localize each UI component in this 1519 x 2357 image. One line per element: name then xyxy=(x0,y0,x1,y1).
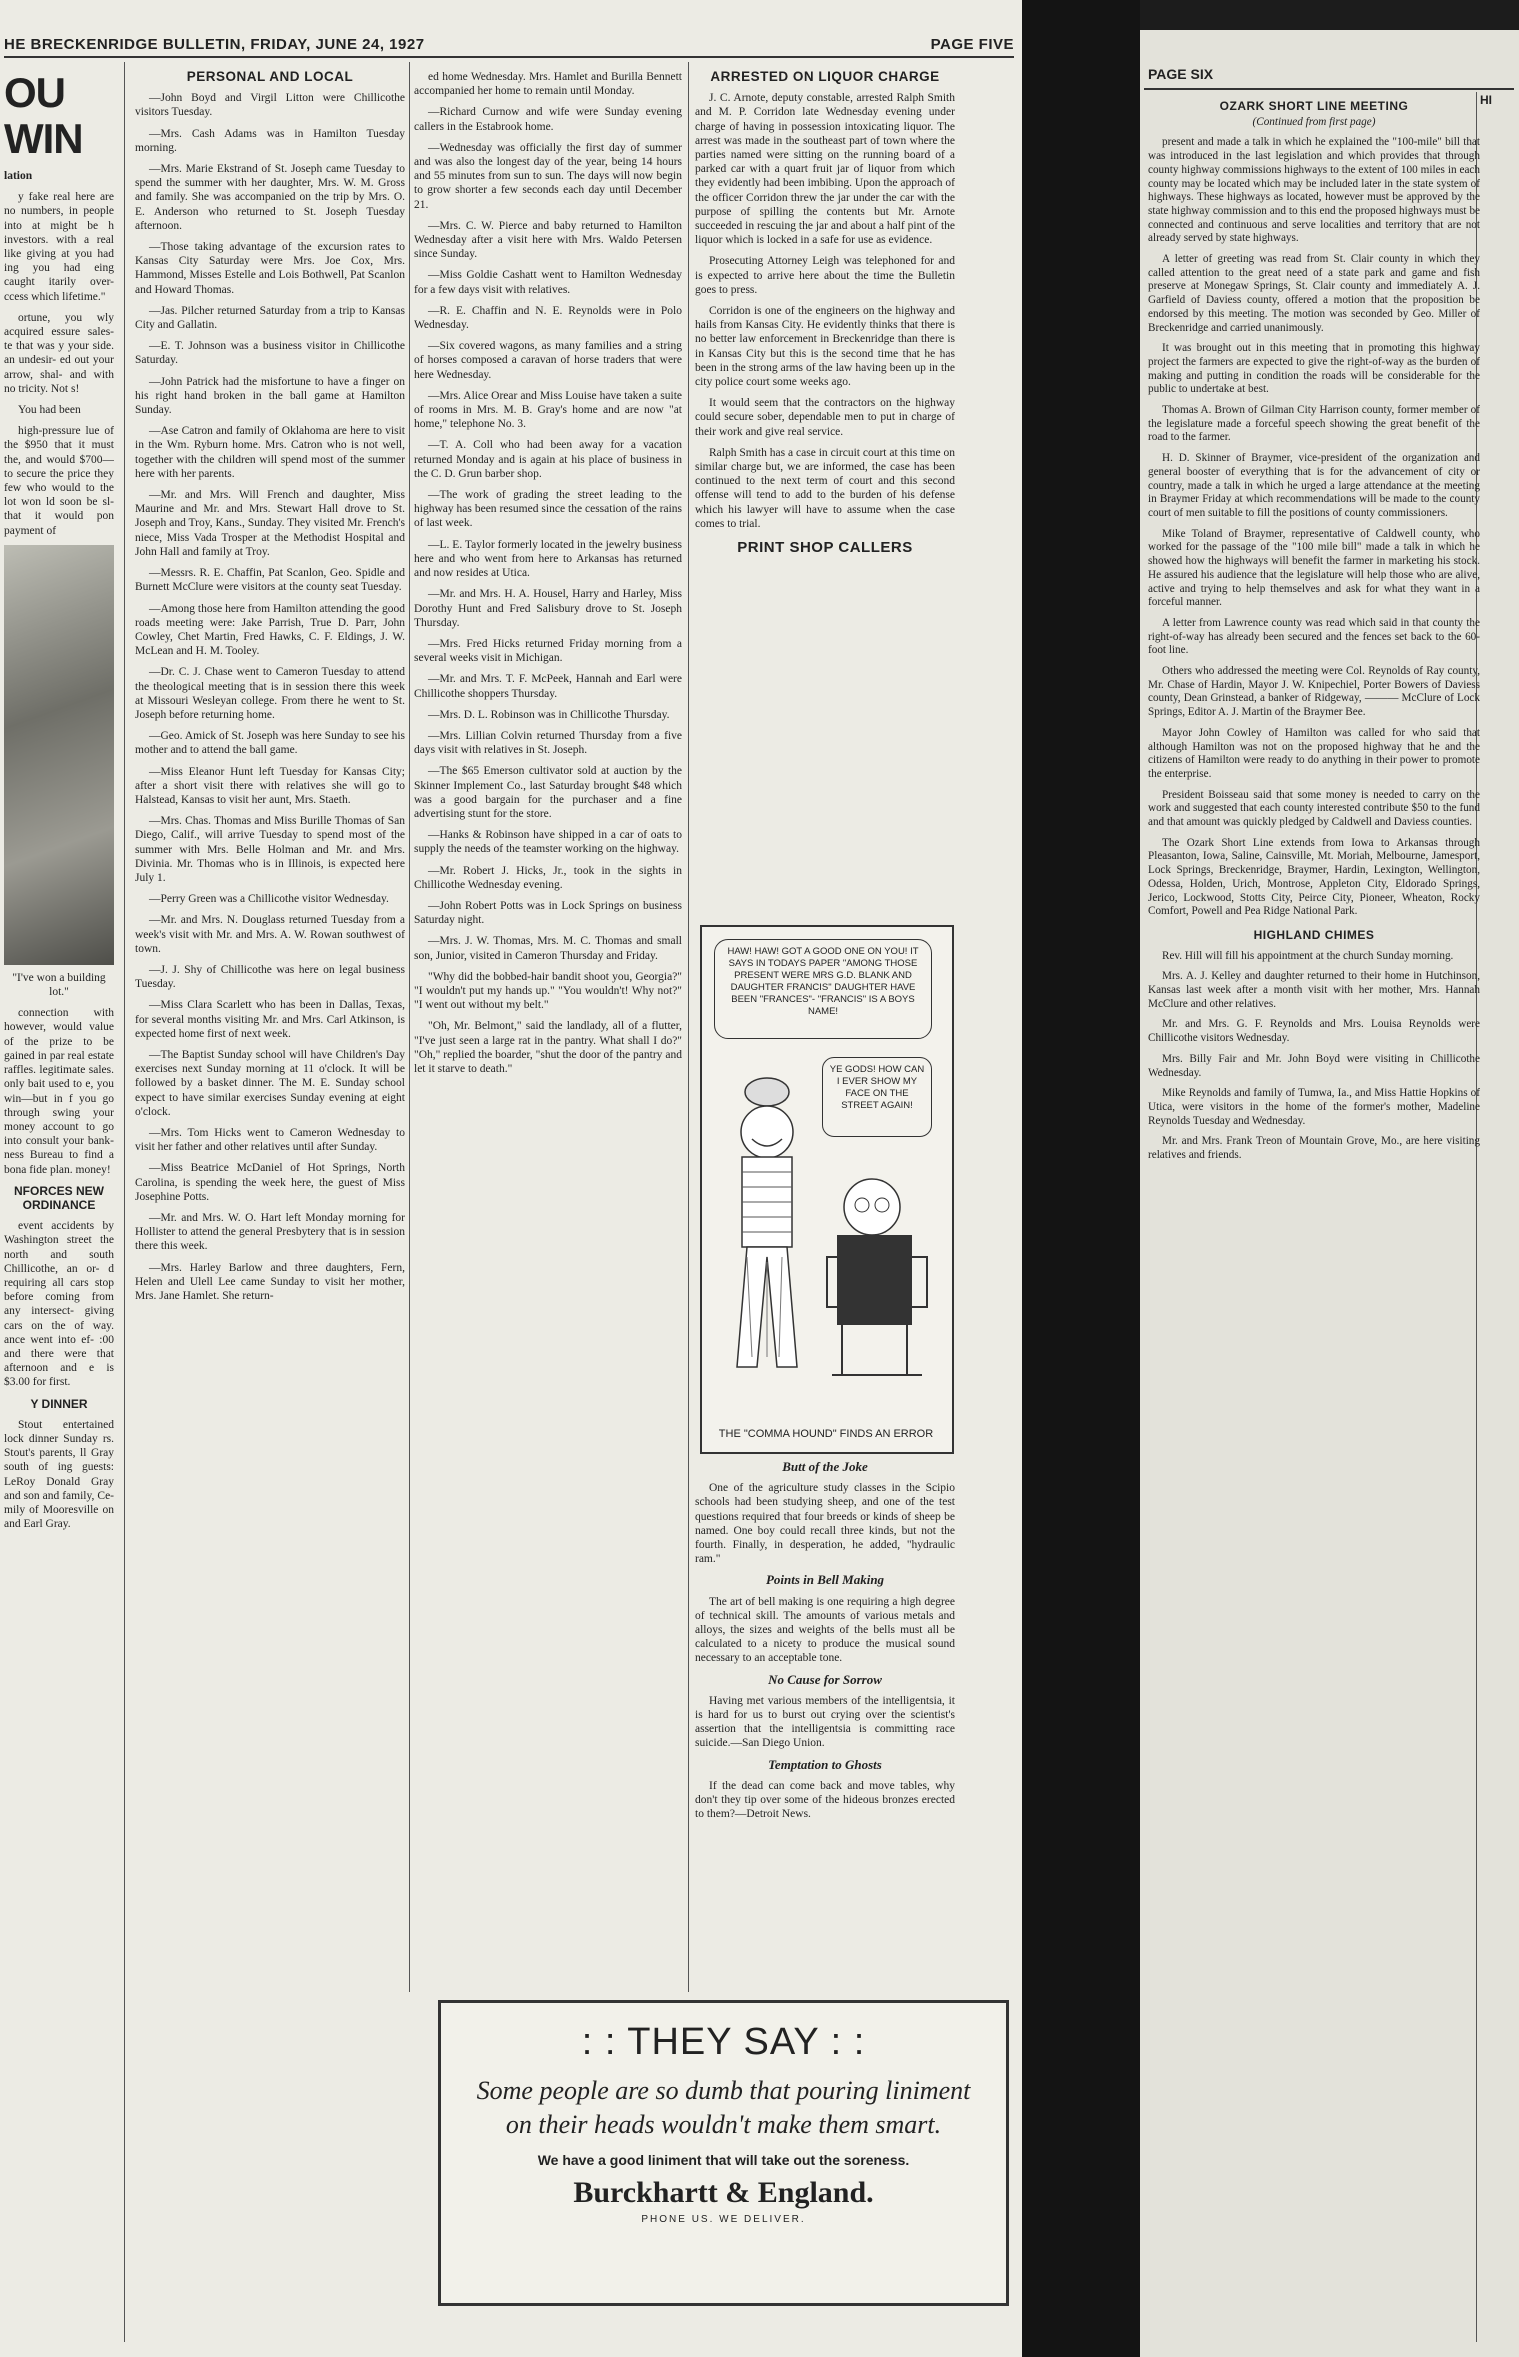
speech-balloon: HAW! HAW! GOT A GOOD ONE ON YOU! IT SAYS IN TODAYS PAPER "AMONG THOSE PRESENT WERE MRS G.D. BLANK AND DAUGHTER FRANCIS" DAUGHTER HAVE BEEN "FRANCES"- "FRANCIS" IS A BOYS NAME! xyxy=(714,939,932,1039)
news-item: —Wednesday was officially the first day of summer and was also the longest day of the year, being 14 hours and 55 minutes from sun to sun. The days will now begin to grow shorter a few seconds each day until December 21. xyxy=(414,141,682,211)
joke: The art of bell making is one requiring a high degree of technical skill. The amounts of various metals and alloys, the sizes and weights of the bells must all be calculated to a nicety to produce the musical sound necessary to an acceptable tone. xyxy=(695,1595,955,1665)
news-item: —Those taking advantage of the excursion rates to Kansas City Saturday were Mrs. Joe Cox, Mrs. Hammond, Misses Estelle and Lois Bothwell, Pat Scanlon and Howard Thomas. xyxy=(135,241,405,296)
news-item: —Miss Beatrice McDaniel of Hot Springs, North Carolina, is spending the week here, the guest of Miss Josephine Potts. xyxy=(135,1162,405,1203)
news-item: —Among those here from Hamilton attending the good roads meeting were: Jake Parrish, True D. Parr, John Cowley, Chet Martin, Fred Hawks, C. F. Eldings, J. W. McLean and H. M. Tooley. xyxy=(135,602,405,658)
paragraph: It was brought out in this meeting that in promoting this highway project the farmers are expected to give the right-of-way as the burden of making and putting in condition the roads will be considerable for the public to undertake at best. xyxy=(1148,342,1480,396)
paragraph: Corridon is one of the engineers on the highway and hails from Kansas City. He evidently thinks that there is no better law enforcement in Breckenridge than there is in Kansas City but this is the second time that he has been in the strong arms of the law having been up in the city police court some weeks ago. xyxy=(695,305,955,389)
ad-phone: PHONE US. WE DELIVER. xyxy=(641,2214,806,2225)
photo-caption: "I've won a building lot." xyxy=(12,971,106,999)
news-item: —Mrs. Harley Barlow and three daughters, Fern, Helen and Ulell Lee came Sunday to visit her mother, Mrs. Jane Hamlet. She return- xyxy=(135,1261,405,1303)
column-rule xyxy=(409,62,410,1992)
advertisement-box xyxy=(438,2000,1009,2306)
news-item: —Six covered wagons, as many families and a string of horses composed a caravan of horse traders that were here Wednesday. xyxy=(414,340,682,381)
news-item: —Mr. Robert J. Hicks, Jr., took in the sights in Chillicothe Wednesday evening. xyxy=(414,864,682,891)
news-item: —Mr. and Mrs. T. F. McPeek, Hannah and Earl were Chillicothe shoppers Thursday. xyxy=(414,673,682,700)
illustration-photo xyxy=(4,545,114,965)
paragraph: President Boisseau said that some money is needed to carry on the work and suggested that each county interested contribute $50 to the fund and that amount was quickly pledged by Caldwell and Daviess counties. xyxy=(1148,788,1480,829)
news-item: —Hanks & Robinson have shipped in a car of oats to supply the needs of the teamster working on the highway. xyxy=(414,829,682,856)
news-item: —Mrs. Marie Ekstrand of St. Joseph came Tuesday to spend the summer with her daughter, Mrs. W. M. Gross and family. She was accompanied on the trip by Mrs. O. E. Anderson who returned to St. Joseph Tuesday afternoon. xyxy=(135,163,405,232)
paragraph: Stout entertained lock dinner Sunday rs. Stout's parents, ll Gray south of ing guests: LeRoy Donald Gray and son and family, Ce- mily of Mooresville on and Earl Gray. xyxy=(4,1418,114,1531)
paragraph: The Ozark Short Line extends from Iowa to Arkansas through Pleasanton, Iowa, Saline, Cainsville, Mt. Moriah, Melbourne, Jamesport, Lock Springs, Breckenridge, Braymer, Hardin, Lexington, Wellington, Odessa, Holden, Urich, Montrose, Appleton City, Eldorado Springs, Jerico, Lockwood, Stotts City, Peirce City, Pioneer, Wheaton, Rocky Comfort, Powell and Pea Ridge National Park. xyxy=(1148,836,1480,918)
page-gutter xyxy=(1022,0,1140,2357)
news-item: —Mrs. Cash Adams was in Hamilton Tuesday morning. xyxy=(135,127,405,154)
news-item: —Miss Eleanor Hunt left Tuesday for Kansas City; after a short visit there with relatives she will go to Halstead, Kansas to visit her aunt, Mrs. Staeth. xyxy=(135,765,405,806)
comic-strip xyxy=(700,925,954,1454)
column-rule xyxy=(124,62,125,2342)
masthead-title: HE BRECKENRIDGE BULLETIN, FRIDAY, JUNE 24, 1927 xyxy=(4,36,425,53)
paragraph: A letter from Lawrence county was read which said in that county the right-of-way has already been secured and the fences set back to the 60-foot line. xyxy=(1148,616,1480,657)
news-item: —Mrs. Tom Hicks went to Cameron Wednesday to visit her father and other relatives until after Sunday. xyxy=(135,1127,405,1154)
header-rule xyxy=(1144,88,1514,90)
news-item: ed home Wednesday. Mrs. Hamlet and Burilla Bennett accompanied her home to remain until Monday. xyxy=(414,71,682,98)
paragraph: Rev. Hill will fill his appointment at the church Sunday morning. xyxy=(1162,949,1454,962)
news-item: —The $65 Emerson cultivator sold at auction by the Skinner Implement Co., last Saturday brought $48 which was a good bargain for the purchaser and a fine advertising stunt for the store. xyxy=(414,765,682,820)
headline-you-win: OU WIN xyxy=(4,70,83,162)
news-item: —Richard Curnow and wife were Sunday evening callers in the Estabrook home. xyxy=(414,106,682,133)
paragraph: event accidents by Washington street the north and south Chillicothe, an or- d requiring all cars stop before coming from any intersect- giving cars on the of way. ance went into ef- :00 and there were that afternoon and e is $3.00 for first. xyxy=(4,1220,114,1389)
news-item: —Mrs. J. W. Thomas, Mrs. M. C. Thomas and small son, Junior, visited in Cameron Thursday and Friday. xyxy=(414,935,682,962)
chimes-heading: HIGHLAND CHIMES xyxy=(1253,927,1375,942)
news-item: —Mrs. Fred Hicks returned Friday morning from a several weeks visit in Michigan. xyxy=(414,637,682,665)
column-personal-local xyxy=(135,70,405,2350)
paragraph: Thomas A. Brown of Gilman City Harrison county, former member of the legislature made a forceful speech showing the great benefit of the road to the farmer. xyxy=(1148,404,1480,444)
news-item: —Mr. and Mrs. N. Douglass returned Tuesday from a week's visit with Mr. and Mrs. A. W. Rowan southwest of town. xyxy=(135,914,405,955)
news-item: —E. T. Johnson was a business visitor in Chillicothe Saturday. xyxy=(135,340,405,367)
joke: "Oh, Mr. Belmont," said the landlady, all of a flutter, "I've just seen a large rat in the pantry. What shall I do?" "Oh," replied the boarder, "shut the door of the pantry and let it starve to death." xyxy=(414,1020,682,1075)
joke: Having met various members of the intelligentsia, it is hard for us to burst out crying over the scientist's assertion that the intelligentsia is committing race suicide.—San Diego Union. xyxy=(695,1694,955,1750)
paragraph: Others who addressed the meeting were Col. Reynolds of Ray county, Mr. Chase of Hardin, Mayor J. W. Knipechiel, Porter Bowers of Daviess county, Dean Grinstead, a banker of Ridgeway, ——— McClure of Lock Springs, Editor A. J. Martin of the Braymer Bee. xyxy=(1148,665,1480,719)
section-heading: PERSONAL AND LOCAL xyxy=(186,70,354,84)
paragraph: Mike Toland of Braymer, representative of Caldwell county, who worked for the passage of the "100 mile bill" made a talk in which he showed how the highways will benefit the farmer in marketing his stock. He assured his audience that the legislature will help those who are alive, active and trying to help themselves and ask for what they want in a forceful manner. xyxy=(1148,527,1480,609)
subhead-dinner: Y DINNER xyxy=(30,1396,88,1411)
joke: One of the agriculture study classes in the Scipio schools had been studying sheep, and one of the test questions required that four breeds or kinds of sheep be named. One boy could recall three kinds, but not the fourth. Finally, in desperation, he added, "hydraulic ram." xyxy=(695,1482,955,1566)
news-item: —Mrs. Lillian Colvin returned Thursday from a five days visit with relatives in St. Joseph. xyxy=(414,729,682,757)
paragraph: Prosecuting Attorney Leigh was telephoned for and is expected to arrive here about the time the Bulletin goes to press. xyxy=(695,255,955,296)
news-item: —John Boyd and Virgil Litton were Chillicothe visitors Tuesday. xyxy=(135,92,405,119)
joke-heading: Butt of the Joke xyxy=(782,1460,868,1474)
comic-figures-icon xyxy=(712,1057,942,1387)
news-item: —Jas. Pilcher returned Saturday from a trip to Kansas City and Gallatin. xyxy=(135,304,405,332)
paragraph: J. C. Arnote, deputy constable, arrested Ralph Smith and M. P. Corridon late Wednesday evening under charge of having in possession intoxicating liquor. The arrest was made in the southeast part of town where the parties named were sitting on the running board of a parked car with a quart fruit jar of liquor from which they evidently had been imbibing. Upon the approach of the officer Corridon threw the jar under the car with the purpose of spilling the contents but Mr. Arnote succeeded in rescuing the jar and about a half pint of the liquor which is locked in a safe for use as evidence. xyxy=(695,92,955,247)
news-item: —Miss Goldie Cashatt went to Hamilton Wednesday for a few days visit with relatives. xyxy=(414,269,682,296)
speech-balloon: YE GODS! HOW CAN I EVER SHOW MY FACE ON THE STREET AGAIN! xyxy=(822,1057,932,1137)
kicker: lation xyxy=(4,170,33,182)
page-number: PAGE FIVE xyxy=(930,36,1014,53)
news-item: —Dr. C. J. Chase went to Cameron Tuesday to attend the theological meeting that is in session there this week at Missouri Wesleyan college. From there he went to St. Joseph before returning home. xyxy=(135,666,405,721)
ozark-subheading: (Continued from first page) xyxy=(1252,115,1376,128)
joke-heading: Temptation to Ghosts xyxy=(768,1756,882,1772)
joke: "Why did the bobbed-hair bandit shoot you, Georgia?" "I wouldn't put my hands up." "You wouldn't! Why not?" "I went out without my belt." xyxy=(414,970,682,1012)
paragraph: present and made a talk in which he explained the "100-mile" bill that was introduced in the last legislation and which provides that through county highway commissions highways to the extent of 100 miles in each county may be located which may be included later in the state system of highways. These highways as located, however must be approved by the state highway commission and to this end the proposed highways must be connected and continuous and serve localities and territory that are not already served by state highways. xyxy=(1148,136,1480,245)
paragraph: Mayor John Cowley of Hamilton was called for who said that although Hamilton was not on the proposed highway that he and the citizens of Hamilton were ready to do anything in their power to promote the enterprise. xyxy=(1148,726,1480,780)
paragraph: Mrs. A. J. Kelley and daughter returned to their home in Hutchinson, Kansas last week after a month visit with her mother, Mrs. Hannah McClure and other relatives. xyxy=(1148,970,1480,1010)
news-item: —R. E. Chaffin and N. E. Reynolds were in Polo Wednesday. xyxy=(414,304,682,332)
joke-heading: Points in Bell Making xyxy=(765,1572,885,1588)
page-six xyxy=(1140,30,1519,2357)
column-jokes xyxy=(695,1460,955,1980)
joke: If the dead can come back and move tables, why don't they tip over some of the hideous bronzes erected to them?—Detroit News. xyxy=(695,1779,955,1821)
news-item: —J. J. Shy of Chillicothe was here on legal business Tuesday. xyxy=(135,963,405,991)
comic-caption: THE "COMMA HOUND" FINDS AN ERROR xyxy=(718,1428,934,1440)
news-item: —Messrs. R. E. Chaffin, Pat Scanlon, Geo. Spidle and Burnett McClure were visitors at the county seat Tuesday. xyxy=(135,567,405,594)
column-rule xyxy=(688,62,689,1992)
paragraph: H. D. Skinner of Braymer, vice-president of the organization and general booster of everything that is for the advancement of city or country, made a talk in which he urged a large attendance at the meeting in Braymer Friday at which recommendations will be made to the county court of men suitable to fill the positions of county commissioners. xyxy=(1148,452,1480,519)
print-shop-heading: PRINT SHOP CALLERS xyxy=(737,539,913,557)
news-item: —John Patrick had the misfortune to have a finger on his right hand broken in the ball game at Hamilton Sunday. xyxy=(135,375,405,417)
news-item: —Mr. and Mrs. Will French and daughter, Miss Maurine and Mr. and Mrs. Stewart Hall drove to St. Joseph and Troy, Kans., Sunday. They visited Mr. French's niece, Miss Vada Trosper at the Methodist Hospital and John Hall and family at Troy. xyxy=(135,489,405,558)
news-item: —Geo. Amick of St. Joseph was here Sunday to see his mother and to attend the ball game. xyxy=(135,730,405,757)
paragraph: It would seem that the contractors on the highway could secure sober, dependable men to put in charge of their work and give real service. xyxy=(695,397,955,438)
news-item: —Mrs. Alice Orear and Miss Louise have taken a suite of rooms in Mrs. M. B. Gray's home and are now "at home," telephone No. 3. xyxy=(414,389,682,431)
paragraph: Mr. and Mrs. G. F. Reynolds and Mrs. Louisa Reynolds were Chillicothe visitors Wednesday. xyxy=(1148,1018,1480,1045)
column-cutoff xyxy=(4,70,114,2350)
masthead xyxy=(4,34,1014,58)
paragraph: connection with however, would value of the prize to be gained in par real estate raffles. legitimate sales. only bait used to e, you win—but in f you go through swing your money account to go into consult your bank- ness Bureau to find a bona fide plan. money! xyxy=(4,1007,114,1176)
news-item: —The work of grading the street leading to the highway has been resumed since the cessation of the rains of last week. xyxy=(414,489,682,530)
news-item: —Mrs. Chas. Thomas and Miss Burille Thomas of San Diego, Calif., will arrive Tuesday to spend most of the summer with Mrs. Belle Holman and Mr. and Mrs. Divinia. Mr. Thomas who is in Illinois, is expected here July 1. xyxy=(135,815,405,884)
cut-off-heading: HI xyxy=(1480,93,1492,107)
news-item: —John Robert Potts was in Lock Springs on business Saturday night. xyxy=(414,899,682,927)
ozark-heading: OZARK SHORT LINE MEETING xyxy=(1219,100,1409,113)
news-item: —Miss Clara Scarlett who has been in Dallas, Texas, for several months visiting Mr. and Mrs. Carl Atkinson, is expected home first of next week. xyxy=(135,999,405,1040)
paragraph: Mike Reynolds and family of Tumwa, Ia., and Miss Hattie Hopkins of Utica, were visitors in the home of the former's mother, Madeline Reynolds Tuesday and Wednesday. xyxy=(1148,1087,1480,1127)
news-item: —Mrs. C. W. Pierce and baby returned to Hamilton Wednesday after a visit here with Mrs. Waldo Petersen since Sunday. xyxy=(414,219,682,261)
paragraph: You had been xyxy=(18,404,81,417)
paragraph: Mrs. Billy Fair and Mr. John Boyd were visiting in Chillicothe Wednesday. xyxy=(1148,1052,1480,1079)
subhead-ordinance: NFORCES NEW ORDINANCE xyxy=(14,1183,104,1212)
column-arrest xyxy=(695,70,955,920)
ad-tagline: We have a good liniment that will take out the soreness. xyxy=(537,2152,910,2168)
paragraph: Ralph Smith has a case in circuit court at this time on similar charge but, we are informed, the case has been continued to the next term of court and this second offense will tend to add to the burden of his defense which his lawyer will have to assume when the case comes to trial. xyxy=(695,446,955,530)
arrest-heading: ARRESTED ON LIQUOR CHARGE xyxy=(710,70,940,84)
news-item: —The Baptist Sunday school will have Children's Day exercises next Sunday morning at 11 o'clock. It will be followed by a basket dinner. The M. E. Sunday school expect to have similar exercises Sunday evening at eight o'clock. xyxy=(135,1048,405,1118)
paragraph: ortune, you wly acquired essure sales- te that was y your side. an undesir- ed out your arrow, shal- and with no tricity. Not s! xyxy=(4,311,114,395)
news-item: —T. A. Coll who had been away for a vacation returned Monday and is again at his place of business in the C. D. Grun barber shop. xyxy=(414,439,682,480)
news-item: —L. E. Taylor formerly located in the jewelry business here and who went from here to Arkansas has returned and now resides at Utica. xyxy=(414,538,682,580)
paragraph: high-pressure lue of the $950 that it must the, and would $700—to secure the price they few who would to the lot won ld soon be sl- that it would pon payment of xyxy=(4,425,114,537)
column-local-continued xyxy=(414,70,682,1995)
news-item: —Ase Catron and family of Oklahoma are here to visit in the Wm. Ryburn home. Mrs. Catron who is not well, together with the children will spend most of the summer here with her parents. xyxy=(135,425,405,480)
page-number: PAGE SIX xyxy=(1148,66,1214,82)
paragraph: A letter of greeting was read from St. Clair county in which they called attention to the great need of a state park and game and fish preserve at Monegaw Springs, St. Clair county and immediately A. J. Garfield of Daviess county, offered a motion that the proposition be endorsed by this meeting. The motion was seconded by Geo. Miller of Breckenridge and carried unanimously. xyxy=(1148,253,1480,334)
ad-firm-name: Burckhartt & England. xyxy=(573,2176,874,2209)
ad-body: Some people are so dumb that pouring liniment on their heads wouldn't make them smart. xyxy=(476,2076,971,2139)
news-item: —Mr. and Mrs. H. A. Housel, Harry and Harley, Miss Dorothy Hunt and Fred Salisbury drove to St. Joseph Thursday. xyxy=(414,588,682,629)
paragraph: y fake real here are no numbers, in people into at might be h investors. with a real like giving at you had ing you had eing caught itarily over- ccess which lifetime." xyxy=(4,191,114,303)
column-ozark xyxy=(1148,100,1480,2350)
joke-heading: No Cause for Sorrow xyxy=(768,1671,882,1687)
news-item: —Mrs. D. L. Robinson was in Chillicothe Thursday. xyxy=(428,708,670,721)
paragraph: Mr. and Mrs. Frank Treon of Mountain Grove, Mo., are here visiting relatives and friends. xyxy=(1148,1135,1480,1162)
news-item: —Mr. and Mrs. W. O. Hart left Monday morning for Hollister to attend the general Presbytery that is in session there this week. xyxy=(135,1212,405,1253)
news-item: —Perry Green was a Chillicothe visitor Wednesday. xyxy=(149,893,389,906)
ad-title: : : THEY SAY : : xyxy=(581,2021,866,2063)
